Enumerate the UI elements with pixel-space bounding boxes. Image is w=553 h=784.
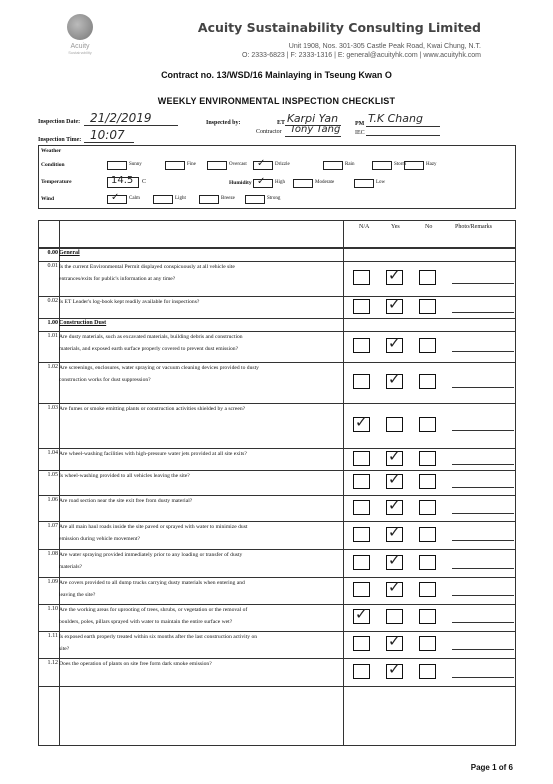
remarks-field[interactable] xyxy=(452,351,514,352)
item-number: 1.01 xyxy=(47,333,58,339)
checkbox-no[interactable] xyxy=(419,664,436,679)
row-divider xyxy=(39,318,515,319)
item-number: 1.10 xyxy=(47,606,58,612)
checkbox-na[interactable] xyxy=(353,299,370,314)
pm-label: PM xyxy=(355,121,365,127)
wind-label: Wind xyxy=(41,196,55,202)
inspection-date-value[interactable]: 21/2/2019 xyxy=(90,111,152,125)
checkbox-no[interactable] xyxy=(419,555,436,570)
checkbox-yes[interactable] xyxy=(386,417,403,432)
temperature-label: Temperature xyxy=(41,179,72,185)
iec-underline xyxy=(366,135,440,136)
item-question: Does the operation of plants on site free form dark smoke emission? xyxy=(59,661,212,667)
inspection-time-value[interactable]: 10:07 xyxy=(90,128,125,142)
item-number: 1.07 xyxy=(47,523,58,529)
condition-option-label: Sunny xyxy=(129,162,142,167)
item-question: construction works for dust suppression? xyxy=(59,377,151,383)
item-question: Is the current Environmental Permit displayed conspicuously at all vehicle site xyxy=(59,264,235,270)
wind-option-label: Light xyxy=(175,196,186,201)
page-number: Page 1 of 6 xyxy=(470,763,513,772)
remarks-field[interactable] xyxy=(452,568,514,569)
item-number: 1.02 xyxy=(47,364,58,370)
humidity-option-label: Moderate xyxy=(315,180,335,185)
check-mark-yes: ✓ xyxy=(388,470,401,488)
condition-label: Condition xyxy=(41,162,65,168)
humidity-option-label: High xyxy=(275,180,285,185)
condition-option-label: Rain xyxy=(345,162,355,167)
item-question: Are road section near the site exit free from dusty material? xyxy=(59,498,193,504)
checkbox-no[interactable] xyxy=(419,338,436,353)
temperature-value: 14.5 xyxy=(111,175,134,186)
check-mark-na: ✓ xyxy=(355,413,368,431)
company-name: Acuity Sustainability Consulting Limited xyxy=(197,20,481,35)
checkbox-no[interactable] xyxy=(419,609,436,624)
item-number: 1.04 xyxy=(47,450,58,456)
checklist-title: WEEKLY ENVIRONMENTAL INSPECTION CHECKLIST xyxy=(157,96,396,106)
check-mark-yes: ✓ xyxy=(388,523,401,541)
condition-option-label: Drizzle xyxy=(275,162,290,167)
remarks-field[interactable] xyxy=(452,677,514,678)
logo-subtitle: Sustainability xyxy=(68,50,92,55)
check-mark-yes: ✓ xyxy=(388,496,401,514)
check-mark-yes: ✓ xyxy=(388,295,401,313)
col-yes: Yes xyxy=(391,224,400,230)
contractor-value[interactable]: Tony Tang xyxy=(290,124,341,135)
item-question: Are wheel-washing facilities with high-pressure water jets provided at all site exits? xyxy=(59,451,247,457)
check-mark-na: ✓ xyxy=(355,605,368,623)
item-question: Are the working areas for uprooting of trees, shrubs, or vegetation or the removal of xyxy=(59,607,248,613)
remarks-field[interactable] xyxy=(452,312,514,313)
item-question: materials, and exposed earth surface properly covered to prevent dust emission? xyxy=(59,346,239,352)
col-remarks: Photo/Remarks xyxy=(455,224,492,230)
item-question: Are water spraying provided immediately prior to any loading or transfer of dusty xyxy=(59,552,243,558)
checkbox-no[interactable] xyxy=(419,374,436,389)
item-question: boulders, poles, pillars sprayed with water to maintain the entire surface wet? xyxy=(59,619,233,625)
remarks-field[interactable] xyxy=(452,487,514,488)
date-underline xyxy=(84,125,178,126)
checkbox-no[interactable] xyxy=(419,270,436,285)
checkbox-na[interactable] xyxy=(353,270,370,285)
inspection-date-label: Inspection Date: xyxy=(38,119,81,125)
check-mark-yes: ✓ xyxy=(388,447,401,465)
item-number: 1.09 xyxy=(47,579,58,585)
check-mark-yes: ✓ xyxy=(388,632,401,650)
checkbox-na[interactable] xyxy=(353,636,370,651)
section-number: 0.00 xyxy=(47,250,58,256)
item-number: 0.02 xyxy=(47,298,58,304)
checkbox-no[interactable] xyxy=(419,451,436,466)
remarks-field[interactable] xyxy=(452,595,514,596)
section-title: General xyxy=(59,250,80,256)
col-no: No xyxy=(425,224,433,230)
checkbox-no[interactable] xyxy=(419,299,436,314)
humidity-option-label: Low xyxy=(376,180,386,185)
wind-option-label: Breeze xyxy=(221,196,235,201)
remarks-field[interactable] xyxy=(452,649,514,650)
condition-box-fine[interactable] xyxy=(165,161,185,170)
weather-heading: Weather xyxy=(41,148,62,154)
remarks-field[interactable] xyxy=(452,283,514,284)
check-mark-yes: ✓ xyxy=(388,578,401,596)
condition-option-label: Hazy xyxy=(426,162,437,167)
inspection-time-label: Inspection Time: xyxy=(38,137,82,143)
time-underline xyxy=(84,142,134,143)
item-number: 1.03 xyxy=(47,405,58,411)
check-mark-yes: ✓ xyxy=(388,334,401,352)
item-number: 1.08 xyxy=(47,551,58,557)
checkbox-na[interactable] xyxy=(353,374,370,389)
weather-panel xyxy=(38,145,516,209)
pm-underline xyxy=(366,126,440,127)
row-divider xyxy=(39,248,515,249)
company-address: Unit 1908, Nos. 301-305 Castle Peak Road, Kwai Chung, N.T. xyxy=(288,43,481,50)
check-mark-yes: ✓ xyxy=(388,266,401,284)
company-logo xyxy=(60,14,100,66)
item-question: materials? xyxy=(59,564,82,570)
condition-option-label: Fine xyxy=(187,162,196,167)
section-number: 1.00 xyxy=(47,320,58,326)
section-title: Construction Dust xyxy=(59,320,107,326)
condition-box-hazy[interactable] xyxy=(404,161,424,170)
checkbox-no[interactable] xyxy=(419,582,436,597)
checkbox-na[interactable] xyxy=(353,582,370,597)
item-question: Is wheel-washing provided to all vehicles leaving the site? xyxy=(59,473,190,479)
et-label: ET xyxy=(277,120,286,126)
inspected-by-label: Inspected by: xyxy=(206,120,241,126)
logo-name: Acuity xyxy=(70,43,90,50)
item-question: Are dusty materials, such as excavated materials, building debris and construction xyxy=(59,334,243,340)
contractor-underline xyxy=(285,136,341,137)
remarks-field[interactable] xyxy=(452,540,514,541)
checkbox-yes[interactable] xyxy=(386,609,403,624)
checkbox-na[interactable] xyxy=(353,527,370,542)
condition-box-storm[interactable] xyxy=(372,161,392,170)
checkbox-na[interactable] xyxy=(353,338,370,353)
checkbox-no[interactable] xyxy=(419,636,436,651)
checkbox-no[interactable] xyxy=(419,527,436,542)
item-question: Are screenings, enclosures, water spraying or vacuum cleaning devices provided to dusty xyxy=(59,365,259,371)
item-question: Is ET Leader's log-book kept readily available for inspections? xyxy=(59,299,200,305)
checkbox-na[interactable] xyxy=(353,451,370,466)
col-na: N/A xyxy=(359,224,370,230)
item-question: site? xyxy=(59,646,70,652)
wind-box-strong[interactable] xyxy=(245,195,265,204)
check-mark-yes: ✓ xyxy=(388,660,401,678)
item-number: 1.11 xyxy=(47,633,58,639)
contract-number: Contract no. 13/WSD/16 Mainlaying in Tseung Kwan O xyxy=(161,70,392,80)
condition-box-sunny[interactable] xyxy=(107,161,127,170)
checkbox-no[interactable] xyxy=(419,474,436,489)
humidity-box-low[interactable] xyxy=(354,179,374,188)
checkbox-no[interactable] xyxy=(419,500,436,515)
condition-box-overcast[interactable] xyxy=(207,161,227,170)
item-question: Are covers provided to all dump trucks carrying dusty materials when entering and xyxy=(59,580,245,586)
item-number: 1.06 xyxy=(47,497,58,503)
checkbox-na[interactable] xyxy=(353,500,370,515)
checkbox-na[interactable] xyxy=(353,555,370,570)
item-question: Is exposed earth properly treated within six months after the last construction activity on xyxy=(59,634,258,640)
humidity-check-mark: ✓ xyxy=(257,176,266,187)
condition-option-label: Storm xyxy=(394,162,407,167)
condition-check-mark: ✓ xyxy=(257,158,266,169)
wind-option-label: Strong xyxy=(267,196,281,201)
company-contact: O: 2333-6823 | F: 2333-1316 | E: general@acuityhk.com | www.acuityhk.com xyxy=(241,52,481,59)
wind-option-label: Calm xyxy=(129,196,140,201)
checkbox-na[interactable] xyxy=(353,664,370,679)
remarks-field[interactable] xyxy=(452,464,514,465)
item-question: entrances/exits for public's information at any time? xyxy=(59,276,176,282)
remarks-field[interactable] xyxy=(452,387,514,388)
item-number: 0.01 xyxy=(47,263,58,269)
item-question: Are fumes or smoke emitting plants or construction activities shielded by a screen? xyxy=(59,406,246,412)
item-question: Are all main haul roads inside the site paved or sprayed with water to minimize dust xyxy=(59,524,248,530)
item-number: 1.05 xyxy=(47,472,58,478)
remarks-field[interactable] xyxy=(452,513,514,514)
humidity-label: Humidity xyxy=(229,180,252,186)
wind-box-light[interactable] xyxy=(153,195,173,204)
item-question: emission during vehicle movement? xyxy=(59,536,140,542)
check-mark-yes: ✓ xyxy=(388,551,401,569)
remarks-field[interactable] xyxy=(452,622,514,623)
contractor-label: Contractor xyxy=(256,129,282,135)
remarks-field[interactable] xyxy=(452,430,514,431)
et-value[interactable]: Karpi Yan xyxy=(287,112,339,125)
iec-label: IEC xyxy=(355,130,365,136)
check-mark-yes: ✓ xyxy=(388,370,401,388)
item-number: 1.12 xyxy=(47,660,58,666)
humidity-box-moderate[interactable] xyxy=(293,179,313,188)
pm-value[interactable]: T.K Chang xyxy=(368,112,423,125)
checkbox-no[interactable] xyxy=(419,417,436,432)
wind-box-breeze[interactable] xyxy=(199,195,219,204)
checkbox-na[interactable] xyxy=(353,474,370,489)
wind-check-mark: ✓ xyxy=(111,192,120,203)
temperature-unit: C xyxy=(142,179,147,185)
condition-option-label: Overcast xyxy=(229,162,247,167)
logo-mark-icon xyxy=(67,14,93,40)
condition-box-rain[interactable] xyxy=(323,161,343,170)
item-question: leaving the site? xyxy=(59,592,96,598)
row-divider xyxy=(39,686,515,687)
